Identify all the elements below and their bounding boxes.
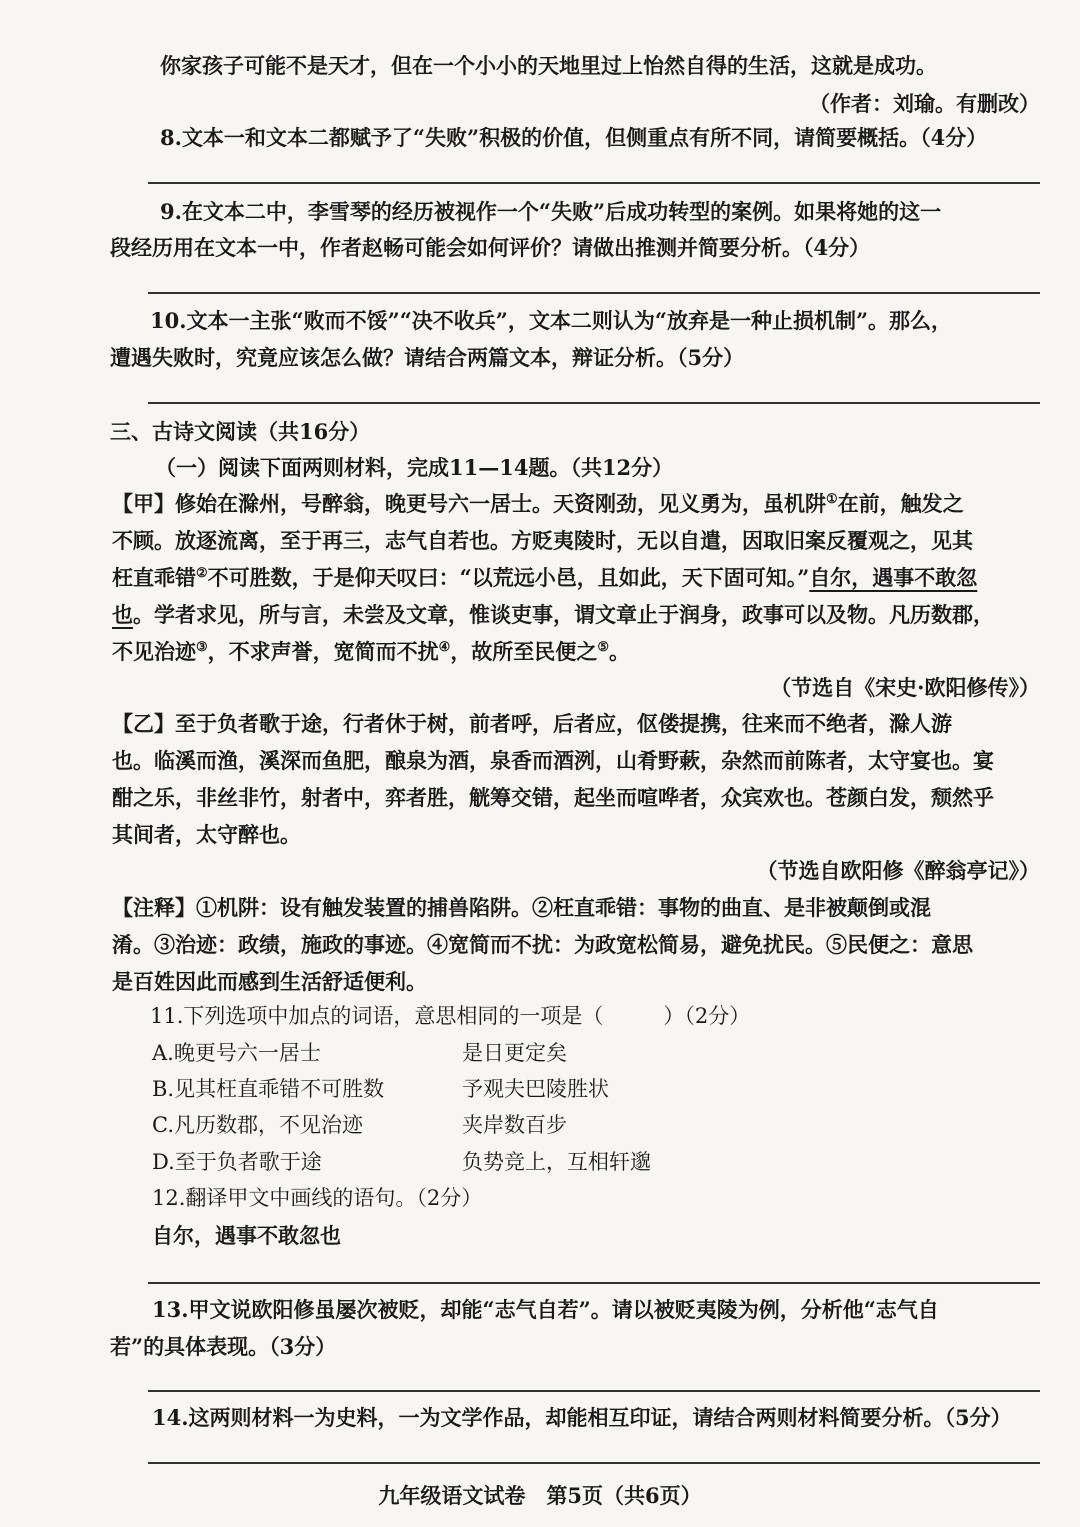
question-10-line-1: 10.文本一主张“败而不馁”“决不收兵”，文本二则认为“放弃是一种止损机制”。那么， [150,308,953,333]
answer-line-10 [148,402,1040,404]
jia-line-5: 不见治迹③，不求声誉，宽简而不扰④，故所至民便之⑤。 [112,639,630,664]
question-8: 8.文本一和文本二都赋予了“失败”积极的价值，但侧重点有所不同，请简要概括。（4分） [160,125,988,150]
jia-line-2: 不顾。放逐流离，至于再三，志气自若也。方贬夷陵时，无以自遣，因取旧案反覆观之，见其 [112,528,973,553]
jia-line-1: 【甲】修始在滁州，号醉翁，晚更号六一居士。天资刚劲，见义勇为，虽机阱①在前，触发之 [112,491,964,516]
section-3-title: 三、古诗文阅读（共16分） [110,419,371,444]
page-footer: 九年级语文试卷 第5页（共6页） [378,1483,702,1508]
question-12-sentence: 自尔，遇事不敢忽也 [152,1223,341,1248]
jia-line-4: 也。学者求见，所与言，未尝及文章，惟谈吏事，谓文章止于润身，政事可以及物。凡历数郡， [112,602,994,627]
jia-source: （节选自《宋史·欧阳修传》） [770,675,1040,700]
notes-line-3: 是百姓因此而感到生活舒适便利。 [112,969,427,994]
answer-line-12 [148,1282,1040,1284]
yi-line-3: 酣之乐，非丝非竹，射者中，弈者胜，觥筹交错，起坐而喧哗者，众宾欢也。苍颜白发，颓然乎 [112,785,994,810]
option-c-right: 夹岸数百步 [462,1113,567,1137]
yi-line-1: 【乙】至于负者歌于途，行者休于树，前者呼，后者应，伛偻提携，往来而不绝者，滁人游 [112,711,952,736]
question-13-line-2: 若”的具体表现。（3分） [110,1334,337,1359]
answer-line-13 [148,1390,1040,1392]
option-b-left: B.见其枉直乖错不可胜数 [152,1077,385,1101]
answer-line-8 [148,182,1040,184]
option-a-right: 是日更定矣 [462,1041,567,1065]
notes-line-2: 淆。③治迹：政绩，施政的事迹。④宽简而不扰：为政宽松简易，避免扰民。⑤民便之：意思 [112,932,973,957]
yi-source: （节选自欧阳修《醉翁亭记》） [756,858,1040,883]
option-c-left: C.凡历数郡，不见治迹 [152,1113,363,1137]
underlined-sentence-part-1: 自尔，遇事不敢忽 [809,565,978,590]
author-note: （作者：刘瑜。有删改） [809,91,1040,116]
answer-line-9 [148,292,1040,294]
question-12-stem: 12.翻译甲文中画线的语句。（2分） [152,1186,483,1210]
option-a-left: A.晚更号六一居士 [152,1041,321,1065]
yi-line-4: 其间者，太守醉也。 [112,822,301,847]
option-b-right: 予观夫巴陵胜状 [462,1077,609,1101]
question-9-line-1: 9.在文本二中，李雪琴的经历被视作一个“失败”后成功转型的案例。如果将她的这一 [160,199,942,224]
option-d-left: D.至于负者歌于途 [152,1150,322,1174]
section-3-subtitle: （一）阅读下面两则材料，完成11—14题。（共12分） [155,455,674,480]
option-d-right: 负势竞上，互相轩邈 [462,1150,651,1174]
underlined-sentence-part-2: 也 [112,602,133,627]
question-9-line-2: 段经历用在文本一中，作者赵畅可能会如何评价？请做出推测并简要分析。（4分） [110,235,871,260]
question-13-line-1: 13.甲文说欧阳修虽屡次被贬，却能“志气自若”。请以被贬夷陵为例，分析他“志气自 [152,1297,939,1322]
answer-line-14 [148,1462,1040,1464]
question-10-line-2: 遭遇失败时，究竟应该怎么做？请结合两篇文本，辩证分析。（5分） [110,345,745,370]
yi-line-2: 也。临溪而渔，溪深而鱼肥，酿泉为酒，泉香而酒洌，山肴野蔌，杂然而前陈者，太守宴也。宴 [112,748,994,773]
passage-last-line: 你家孩子可能不是天才，但在一个小小的天地里过上怡然自得的生活，这就是成功。 [160,53,937,78]
notes-line-1: 【注释】①机阱：设有触发装置的捕兽陷阱。②枉直乖错：事物的曲直、是非被颠倒或混 [112,895,931,920]
question-11-stem: 11.下列选项中加点的词语，意思相同的一项是（ ）（2分） [150,1004,751,1028]
question-14-stem: 14.这两则材料一为史料，一为文学作品，却能相互印证，请结合两则材料简要分析。（5分） [152,1405,1012,1430]
jia-line-3: 枉直乖错②不可胜数，于是仰天叹曰：“以荒远小邑，且如此，天下固可知。”自尔，遇事不敢忽 [112,565,978,590]
